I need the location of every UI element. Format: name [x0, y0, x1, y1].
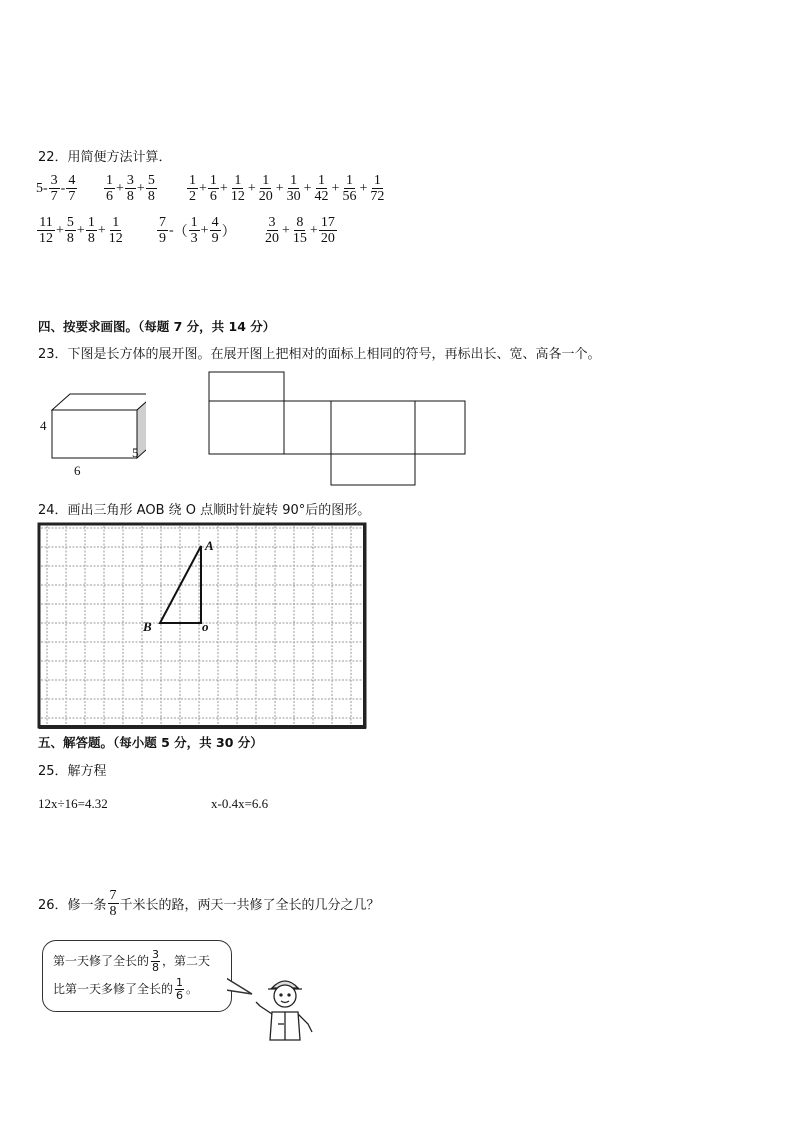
expression-3	[186, 173, 387, 204]
fraction: $\frac{7}{9}$	[159, 215, 166, 246]
fraction: $\frac{1}{12}$	[108, 215, 123, 246]
net-face-bottom	[331, 454, 415, 485]
plus-sign: +	[97, 222, 106, 238]
plus-sign: +	[136, 180, 145, 196]
vertex-a-label: A	[205, 538, 214, 553]
left-paren: （	[173, 224, 188, 240]
cuboid-net	[205, 368, 470, 488]
cuboid-width-label: 5	[132, 445, 139, 460]
fraction: $\frac{17}{20}$	[320, 215, 335, 246]
net-face-1	[209, 401, 284, 454]
plus-sign: +	[199, 180, 207, 196]
fraction: $\frac{7}{8}$	[109, 888, 117, 919]
fraction: 1 6	[176, 975, 184, 1002]
expression-2	[103, 173, 158, 204]
right-paren: ）	[221, 224, 236, 240]
equation-1: 12x÷16=4.32	[38, 796, 108, 811]
plus-sign: +	[247, 180, 256, 196]
minus-sign: -	[43, 180, 48, 196]
q26-prefix: 26．修一条	[38, 898, 107, 913]
fraction: $\frac{1}{6}$	[209, 173, 217, 204]
worker-illustration	[250, 972, 320, 1044]
fraction: 3 8	[152, 947, 160, 974]
fraction: $\frac{5}{8}$	[147, 173, 155, 204]
vertex-o-label: o	[202, 619, 209, 634]
speech-bubble: 第一天修了全长的 3 8 ，第二天 比第一天多修了全长的 1 6 。	[42, 940, 232, 1012]
fraction: $\frac{1}{2}$	[189, 173, 196, 204]
equation-2: x-0.4x=6.6	[211, 796, 269, 811]
fraction: $\frac{1}{3}$	[190, 215, 198, 246]
fraction: $\frac{1}{30}$	[286, 173, 301, 204]
section-5-heading: 五、解答题。（每小题 5 分，共 30 分）	[38, 735, 263, 750]
net-face-top	[209, 372, 284, 401]
fraction: $\frac{3}{8}$	[126, 173, 134, 204]
fraction: $\frac{3}{20}$	[265, 215, 279, 246]
plus-sign: +	[275, 180, 284, 196]
plus-sign: +	[331, 180, 340, 196]
fraction: $\frac{1}{72}$	[370, 173, 385, 204]
expression-6	[262, 215, 338, 246]
whole-number: 5	[36, 180, 43, 196]
net-face-4	[415, 401, 465, 454]
q26-suffix: 千米长的路，两天一共修了全长的几分之几？	[119, 898, 380, 913]
plus-sign: +	[219, 180, 228, 196]
vertex-b-label: B	[143, 619, 152, 634]
fraction: $\frac{4}{7}$	[68, 173, 76, 204]
q22-title: 22．用简便方法计算．	[38, 150, 172, 165]
fraction: $\frac{3}{7}$	[50, 173, 58, 204]
q25-title: 25．解方程	[38, 764, 107, 779]
net-face-3	[331, 401, 415, 454]
plus-sign: +	[76, 222, 85, 238]
section-4-heading: 四、按要求画图。（每题 7 分，共 14 分）	[38, 319, 276, 334]
plus-sign: +	[282, 222, 290, 238]
plus-sign: +	[56, 222, 64, 238]
q23-text: 23．下图是长方体的展开图。在展开图上把相对的面标上相同的符号，再标出长、宽、高各一个。	[38, 347, 601, 362]
fraction: $\frac{8}{15}$	[292, 215, 307, 246]
fraction: $\frac{1}{56}$	[342, 173, 357, 204]
fraction: $\frac{1}{8}$	[87, 215, 95, 246]
plus-sign: +	[116, 180, 124, 196]
plus-sign: +	[200, 222, 209, 238]
expression-5	[156, 215, 236, 246]
fraction: $\frac{11}{12}$	[39, 215, 53, 246]
q24-text: 24．画出三角形 AOB 绕 O 点顺时针旋转 90°后的图形。	[38, 503, 371, 518]
net-face-2	[284, 401, 331, 454]
plus-sign: +	[309, 222, 318, 238]
minus-sign: -	[60, 180, 66, 196]
minus-sign: -	[169, 222, 174, 238]
expression-1	[36, 173, 78, 204]
plus-sign: +	[359, 180, 368, 196]
fraction: $\frac{1}{12}$	[230, 173, 245, 204]
expression-4	[36, 215, 126, 246]
fraction: $\frac{1}{42}$	[314, 173, 329, 204]
cuboid-height-label: 4	[40, 418, 47, 433]
fraction: $\frac{1}{6}$	[106, 173, 113, 204]
fraction: $\frac{4}{9}$	[211, 215, 219, 246]
fraction: $\frac{1}{20}$	[258, 173, 273, 204]
fraction: $\frac{5}{8}$	[66, 215, 74, 246]
cuboid-figure	[36, 388, 146, 480]
cuboid-length-label: 6	[74, 463, 81, 478]
q26-text	[38, 888, 380, 919]
plus-sign: +	[303, 180, 312, 196]
